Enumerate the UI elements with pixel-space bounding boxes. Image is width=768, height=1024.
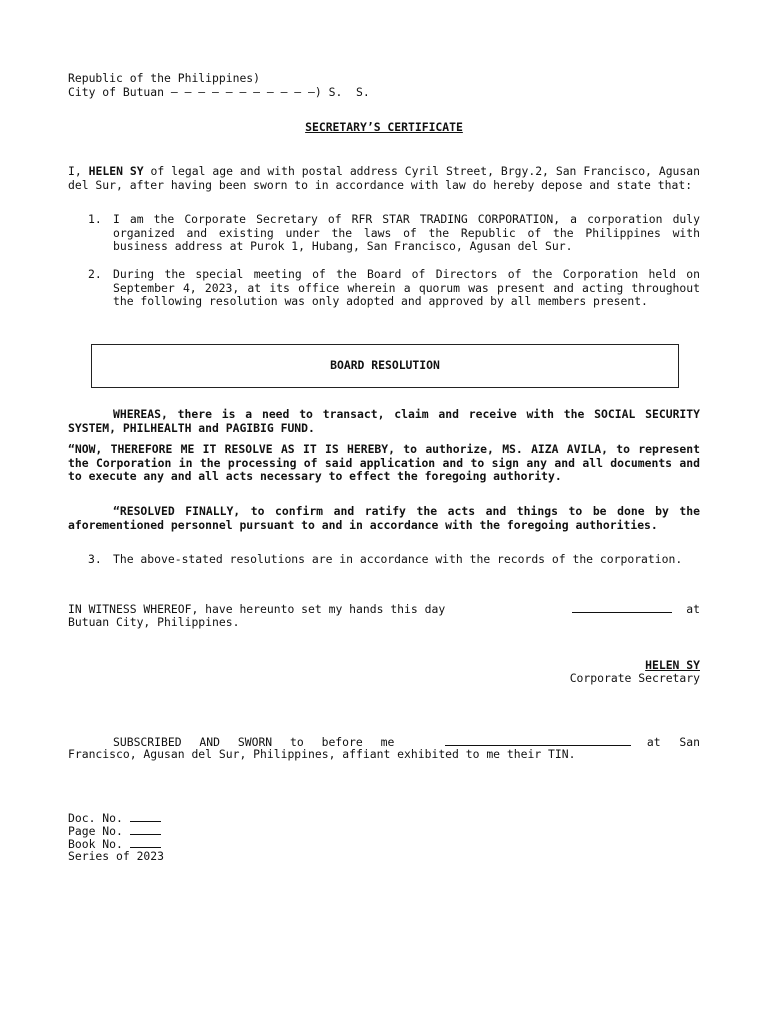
jurat-at: at San (646, 735, 700, 749)
board-resolution-box (91, 344, 679, 388)
venue-line-1: Republic of the Philippines) (68, 71, 261, 85)
page-no-blank (130, 824, 161, 835)
list-item (88, 553, 700, 567)
venue-line-2: City of Butuan – – – – – – – – – – –) S. S. (68, 85, 370, 99)
intro-prefix: I, (68, 164, 89, 178)
list-item-number: 2. (88, 267, 102, 281)
document-title: SECRETARY’S CERTIFICATE (305, 120, 463, 134)
now-therefore-clause: “NOW, THEREFORE ME IT RESOLVE AS IT IS HEREBY, to authorize, MS. AIZA AVILA, to represent the Corporation in the processing of said application and to sign any and all documents and to execute any and all acts necessary to effect the foregoing authority. (68, 442, 700, 483)
resolved-finally-clause: “RESOLVED FINALLY, to confirm and ratify the acts and things to be done by the aforementioned personnel pursuant to and in accordance with the foregoing authorities. (68, 504, 700, 532)
book-no-label: Book No. (68, 837, 123, 851)
list-item (88, 213, 700, 254)
jurat-line-2: Francisco, Agusan del Sur, Philippines, affiant exhibited to me their TIN. (68, 747, 576, 761)
intro-paragraph (68, 165, 700, 192)
jurat-text: SUBSCRIBED AND SWORN to before me (113, 735, 395, 749)
book-no-blank (130, 837, 161, 848)
signatory-role: Corporate Secretary (569, 671, 700, 685)
witness-line-2: Butuan City, Philippines. (68, 615, 240, 629)
list-item-text: The above-stated resolutions are in accordance with the records of the corporation. (113, 552, 683, 566)
list-item (88, 268, 700, 309)
witness-date-blank (572, 602, 672, 613)
affiant-name: HELEN SY (88, 164, 144, 178)
witness-at: at (686, 602, 700, 616)
list-item-number: 3. (88, 552, 102, 566)
intro-body: of legal age and with postal address Cyril Street, Brgy.2, San Francisco, Agusan del Sur, after having been sworn to in accordance with law do hereby depose and state that: (68, 164, 700, 192)
page-no-label: Page No. (68, 824, 123, 838)
board-resolution-heading: BOARD RESOLUTION (330, 358, 440, 372)
document-page (68, 0, 700, 1024)
whereas-clause: WHEREAS, there is a need to transact, claim and receive with the SOCIAL SECURITY SYSTEM, PHILHEALTH and PAGIBIG FUND. (68, 407, 700, 435)
list-item-number: 1. (88, 212, 102, 226)
doc-no-blank (130, 811, 161, 822)
signatory-name: HELEN SY (645, 658, 700, 672)
list-item-text: During the special meeting of the Board of Directors of the Corporation held on September 4, 2023, at its office wherein a quorum was present and acting throughout the following resolution was only adopted and approved by all members present. (113, 267, 700, 308)
series-line: Series of 2023 (68, 849, 165, 863)
list-item-text: I am the Corporate Secretary of RFR STAR TRADING CORPORATION, a corporation duly organized and existing under the laws of the Republic of the Philippines with business address at Purok 1, Hubang, San Francisco, Agusan del Sur. (113, 212, 700, 253)
jurat-blank (445, 735, 631, 746)
witness-text: IN WITNESS WHEREOF, have hereunto set my hands this day (68, 602, 446, 616)
doc-no-label: Doc. No. (68, 811, 123, 825)
